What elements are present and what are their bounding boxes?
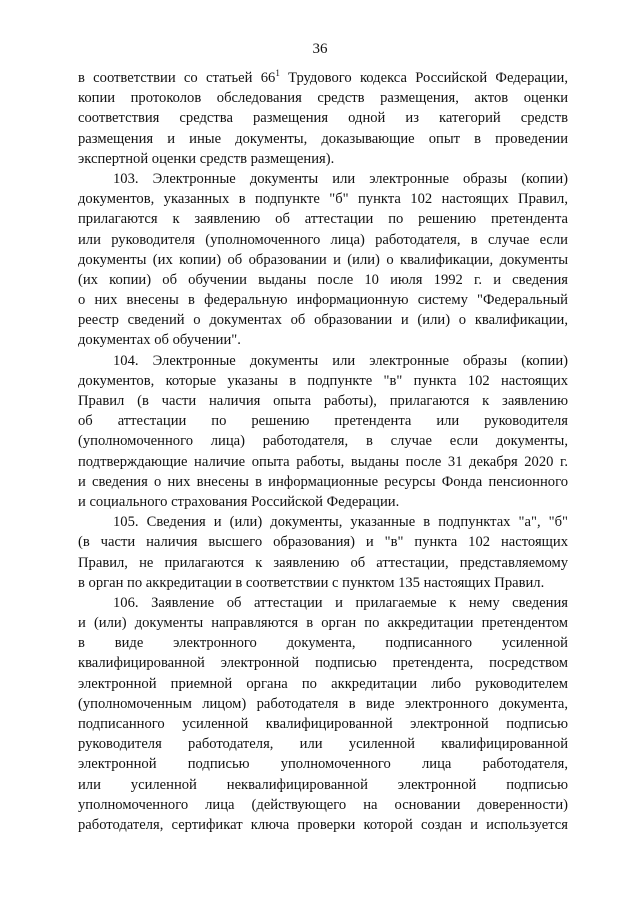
text-line: (уполномоченного лица) работодателя, в случае если документы, (78, 433, 568, 450)
text-line: или руководителя (уполномоченного лица) работодателя, в случае если (78, 231, 568, 248)
paragraph-105-first-line: 105. Сведения и (или) документы, указанные в подпунктах "а", "б" (113, 514, 568, 531)
text-line: (их копии) об обучении выданы после 10 июля 1992 г. и сведения (78, 271, 568, 288)
paragraph-106-first-line: 106. Заявление об аттестации и прилагаемые к нему сведения (113, 594, 568, 611)
text-line: подтверждающие наличие опыта работы, выданы после 31 декабря 2020 г. (78, 453, 568, 470)
text-line: и (или) документы направляются в орган по аккредитации претендентом (78, 615, 568, 632)
text-line: (в части наличия высшего образования) и "в" пункта 102 настоящих (78, 534, 568, 551)
text-line: или усиленной неквалифицированной электронной подписью (78, 776, 568, 793)
text-line: работодателя, сертификат ключа проверки которой создан и используется (78, 816, 568, 833)
text-line: электронной подписью уполномоченного лица работодателя, (78, 756, 568, 773)
text-line: экспертной оценки средств размещения). (78, 150, 335, 167)
text-line: подписанного усиленной квалифицированной электронной подписью (78, 716, 568, 732)
text-line: Правил (в части наличия опыта работы), прилагаются к заявлению (78, 393, 568, 409)
text-line: (уполномоченным лицом) работодателя в виде электронного документа, (78, 695, 568, 712)
text-line: в орган по аккредитации в соответствии с пунктом 135 настоящих Правил. (78, 574, 545, 591)
text-line: документах об обучении". (78, 332, 241, 349)
text-line: руководителя работодателя, или усиленной квалифицированной (78, 736, 568, 753)
text-line: размещения и иные документы, доказывающие опыт в проведении (78, 130, 568, 147)
paragraph-104-first-line: 104. Электронные документы или электронные образы (копии) (113, 352, 568, 369)
text-line: реестр сведений о документах об образовании и (или) о квалификации, (78, 312, 568, 329)
text-line: Правил, не прилагаются к заявлению об аттестации, представляемому (78, 554, 568, 571)
text-line: электронной приемной органа по аккредитации либо руководителем (78, 675, 568, 692)
text-line: уполномоченного лица (действующего на основании доверенности) (78, 796, 568, 813)
text-line: в соответствии со статьей $66^1$ Трудового кодекса Российской Федерации, (78, 68, 568, 86)
text-line: квалифицированной электронной подписью претендента, посредством (78, 655, 568, 672)
text-line: соответствия средства размещения одной из категорий средств (78, 110, 568, 127)
text-line: копии протоколов обследования средств размещения, актов оценки (78, 90, 568, 107)
text-line: в виде электронного документа, подписанного усиленной (78, 635, 568, 652)
text-line: и социального страхования Российской Федерации. (78, 493, 400, 510)
text-line: о них внесены в федеральную информационную систему "Федеральный (78, 292, 568, 309)
text-line: прилагаются к заявлению об аттестации по решению претендента (78, 211, 568, 228)
paragraph-103-first-line: 103. Электронные документы или электронные образы (копии) (113, 170, 568, 187)
text-line: документов, которые указаны в подпункте "в" пункта 102 настоящих (78, 372, 568, 389)
text-line: документы (их копии) об образовании и (или) о квалификации, документы (78, 251, 568, 268)
text-line: документов, указанных в подпункте "б" пункта 102 настоящих Правил, (78, 191, 568, 208)
text-line: об аттестации по решению претендента или руководителя (78, 413, 568, 430)
page-number: 36 (312, 41, 328, 57)
superscript: 1 (275, 68, 280, 78)
text-line: и сведения о них внесены в информационные ресурсы Фонда пенсионного (78, 473, 568, 490)
document-body (78, 68, 568, 835)
